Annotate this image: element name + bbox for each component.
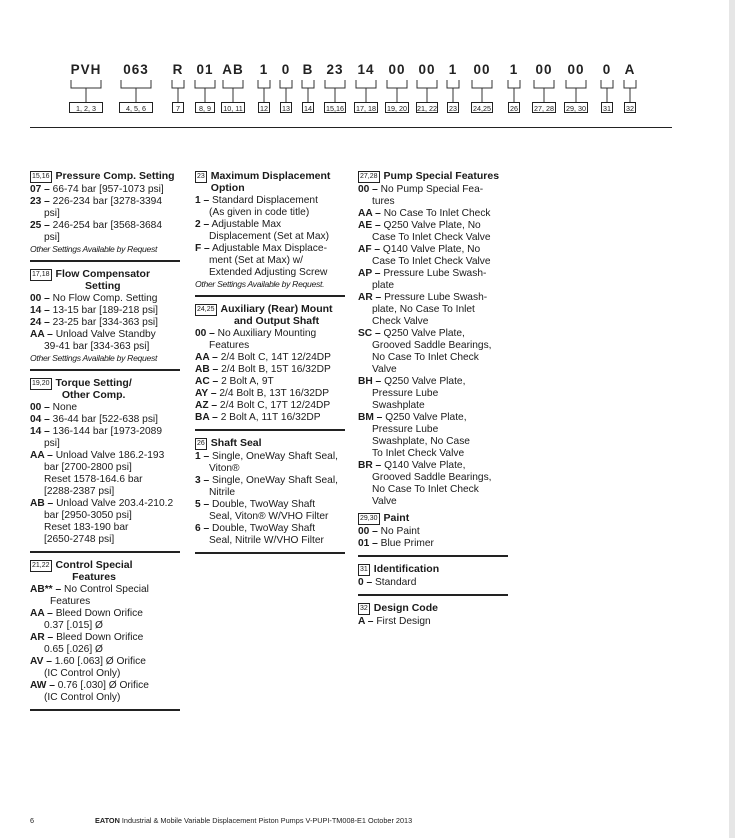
option-description: 136-144 bar [1973-2089 xyxy=(52,426,162,437)
option-description-cont: Swashplate xyxy=(372,400,425,411)
model-code-position-box: 15,16 xyxy=(326,104,344,113)
option-code: 14 – xyxy=(30,305,50,316)
model-code-segment: 1 xyxy=(509,62,519,77)
option-code: AA – xyxy=(30,608,53,619)
option-description-cont: tures xyxy=(372,196,395,207)
option-item xyxy=(358,376,508,412)
option-item xyxy=(195,364,345,376)
option-code: SC – xyxy=(358,328,381,339)
option-description-cont: Viton® xyxy=(209,463,240,474)
option-description-cont: No Case To Inlet Check xyxy=(372,484,479,495)
model-code-segment: B xyxy=(302,62,314,77)
section-identification xyxy=(358,563,508,596)
option-description: Bleed Down Orifice xyxy=(56,632,144,643)
section-flow-compensator xyxy=(30,268,180,371)
option-code: 24 – xyxy=(30,317,50,328)
position-box: 15,16 xyxy=(30,171,52,183)
option-code: F – xyxy=(195,243,210,254)
model-code-position-box: 14 xyxy=(304,104,312,113)
option-description: 23-25 bar [334-363 psi] xyxy=(52,317,159,328)
option-description: No Flow Comp. Setting xyxy=(52,293,158,304)
section-title: Maximum Displacement xyxy=(210,170,331,182)
footer-text xyxy=(95,816,412,825)
model-code-position-box: 4, 5, 6 xyxy=(119,102,153,113)
option-item xyxy=(30,184,180,196)
option-description: Q140 Valve Plate, xyxy=(384,460,466,471)
model-code-position-box: 17, 18 xyxy=(354,102,378,113)
option-description: Standard xyxy=(375,577,417,588)
option-description: 2/4 Bolt B, 13T 16/32DP xyxy=(219,388,330,399)
option-item xyxy=(30,305,180,317)
option-code: A – xyxy=(358,616,374,627)
position-box: 31 xyxy=(358,564,370,576)
option-item xyxy=(195,499,345,523)
option-item xyxy=(195,388,345,400)
option-description-cont: 0.65 [.026] Ø xyxy=(44,644,103,655)
model-code-segment: R xyxy=(172,62,184,77)
option-code: 00 – xyxy=(30,402,50,413)
option-description: Double, TwoWay Shaft xyxy=(212,523,316,534)
option-description: 0.76 [.030] Ø Orifice xyxy=(57,680,149,691)
note: Other Settings Available by Request xyxy=(30,244,158,254)
note: Other Settings Available by Request. xyxy=(195,279,325,289)
option-description: 2/4 Bolt B, 15T 16/32DP xyxy=(221,364,331,375)
section-title: Shaft Seal xyxy=(210,437,262,449)
section-design-code xyxy=(358,602,508,633)
option-code: 00 – xyxy=(30,293,50,304)
model-code-position-box: 24,25 xyxy=(473,104,491,113)
option-description: Bleed Down Orifice xyxy=(55,608,143,619)
option-description-cont: Grooved Saddle Bearings, xyxy=(372,472,492,483)
model-code-segment: 00 xyxy=(567,62,585,77)
option-description-cont: (IC Control Only) xyxy=(44,692,121,703)
section-title-line2: Option xyxy=(210,182,245,194)
option-code: AA – xyxy=(358,208,381,219)
model-code-segment: PVH xyxy=(70,62,102,77)
option-description: No Case To Inlet Check xyxy=(383,208,491,219)
option-description-cont: Reset 1578-164.6 bar xyxy=(44,474,143,485)
option-item xyxy=(30,220,180,244)
model-code-segment: 063 xyxy=(123,62,149,77)
position-box: 21,22 xyxy=(30,560,52,572)
option-description: Double, TwoWay Shaft xyxy=(212,499,316,510)
option-description-cont: Valve xyxy=(372,496,397,507)
option-code: AA – xyxy=(30,329,53,340)
footer-description: Industrial & Mobile Variable Displacement Piston Pumps V-PUPI-TM008-E1 October 2013 xyxy=(121,816,413,825)
model-code-segment: 00 xyxy=(418,62,436,77)
model-code-position-box: 19, 20 xyxy=(385,102,409,113)
model-code-position-box: 12 xyxy=(260,104,268,113)
option-description: Q250 Valve Plate, xyxy=(384,376,466,387)
option-item xyxy=(358,412,508,460)
option-description: 2 Bolt A, 9T xyxy=(221,376,274,387)
option-description-cont: [2288-2387 psi] xyxy=(44,486,115,497)
footer-brand: EATON xyxy=(95,816,120,825)
option-code: 00 – xyxy=(358,526,378,537)
option-item xyxy=(358,244,508,268)
option-item xyxy=(195,400,345,412)
model-code-position-box: 21, 22 xyxy=(417,104,437,113)
option-description: No Pump Special Fea- xyxy=(380,184,484,195)
section-title: Control Special xyxy=(55,559,133,571)
option-description: 226-234 bar [3278-3394 xyxy=(52,196,162,207)
option-code: AA – xyxy=(195,352,218,363)
option-description-cont: Features xyxy=(50,596,91,607)
option-item xyxy=(195,475,345,499)
option-code: BR – xyxy=(358,460,382,471)
option-description: Pressure Lube Swash- xyxy=(384,292,488,303)
position-box: 24,25 xyxy=(195,304,217,316)
position-box: 19,20 xyxy=(30,378,52,390)
option-item xyxy=(195,352,345,364)
option-description-cont: plate, No Case To Inlet xyxy=(372,304,475,315)
option-item xyxy=(30,329,180,353)
option-description-cont: (As given in code title) xyxy=(209,207,310,218)
column-1 xyxy=(30,170,180,717)
option-item xyxy=(358,208,508,220)
model-code-segment: 00 xyxy=(388,62,406,77)
option-item xyxy=(30,584,180,608)
option-item xyxy=(358,577,508,589)
option-description: 2 Bolt A, 11T 16/32DP xyxy=(220,412,321,423)
option-code: AR – xyxy=(358,292,382,303)
section-max-displacement xyxy=(195,170,345,297)
option-description: 2/4 Bolt C, 14T 12/24DP xyxy=(220,352,331,363)
option-code: AY – xyxy=(195,388,217,399)
option-code: 1 – xyxy=(195,195,210,206)
option-description: 1.60 [.063] Ø Orifice xyxy=(54,656,146,667)
option-description-cont: Seal, Nitrile W/VHO Filter xyxy=(209,535,324,546)
option-code: 00 – xyxy=(195,328,215,339)
option-item xyxy=(358,292,508,328)
section-title-line2: Setting xyxy=(84,280,121,292)
model-code-segment: 01 xyxy=(196,62,214,77)
model-code-position-box: 29, 30 xyxy=(564,102,588,113)
section-title: Design Code xyxy=(373,602,438,614)
option-description: 36-44 bar [522-638 psi] xyxy=(52,414,159,425)
section-title: Pressure Comp. Setting xyxy=(55,170,175,182)
option-description: No Paint xyxy=(380,526,420,537)
option-code: BA – xyxy=(195,412,218,423)
model-code-segment: 23 xyxy=(326,62,344,77)
option-code: 00 – xyxy=(358,184,378,195)
option-description-cont: Displacement (Set at Max) xyxy=(209,231,330,242)
option-description: Q250 Valve Plate, No xyxy=(383,220,481,231)
option-description: Pressure Lube Swash- xyxy=(383,268,487,279)
option-description: Q250 Valve Plate, xyxy=(385,412,467,423)
section-title-line2: and Output Shaft xyxy=(233,315,320,327)
option-code: 07 – xyxy=(30,184,50,195)
section-title-line2: Other Comp. xyxy=(61,389,126,401)
model-code-position-box: 10, 11 xyxy=(221,102,245,113)
section-shaft-seal xyxy=(195,437,345,554)
option-code: 5 – xyxy=(195,499,210,510)
option-code: BH – xyxy=(358,376,382,387)
option-description-cont: Pressure Lube xyxy=(372,424,439,435)
section-control-special xyxy=(30,559,180,711)
option-item xyxy=(30,426,180,450)
option-code: AP – xyxy=(358,268,381,279)
option-description: 13-15 bar [189-218 psi] xyxy=(52,305,159,316)
option-item xyxy=(195,412,345,424)
option-description-cont: psi] xyxy=(44,208,60,219)
option-description-cont: 39-41 bar [334-363 psi] xyxy=(44,341,150,352)
option-description-cont: Pressure Lube xyxy=(372,388,439,399)
section-title: Flow Compensator xyxy=(55,268,151,280)
option-item xyxy=(195,243,345,279)
option-code: 04 – xyxy=(30,414,50,425)
option-code: 1 – xyxy=(195,451,210,462)
option-item xyxy=(30,402,180,414)
option-description: Unload Valve 203.4-210.2 xyxy=(56,498,174,509)
section-pressure-comp xyxy=(30,170,180,262)
option-item xyxy=(30,414,180,426)
section-title: Auxiliary (Rear) Mount xyxy=(220,303,333,315)
option-description: None xyxy=(52,402,78,413)
option-code: AC – xyxy=(195,376,219,387)
option-description: Single, OneWay Shaft Seal, xyxy=(212,475,338,486)
model-code-position-box: 32 xyxy=(626,104,634,113)
section-paint xyxy=(358,512,508,557)
model-code-segment: 00 xyxy=(535,62,553,77)
option-description-cont: Case To Inlet Check Valve xyxy=(372,232,491,243)
model-code-segment: 0 xyxy=(281,62,291,77)
model-code-row xyxy=(70,62,640,122)
section-title: Paint xyxy=(383,512,410,524)
option-item xyxy=(30,680,180,704)
model-code-position-box: 8, 9 xyxy=(195,102,215,113)
position-box: 17,18 xyxy=(30,269,52,281)
option-description: Adjustable Max xyxy=(211,219,282,230)
option-description-cont: Reset 183-190 bar xyxy=(44,522,129,533)
option-code: AE – xyxy=(358,220,381,231)
option-description-cont: Valve xyxy=(372,364,397,375)
option-item xyxy=(30,656,180,680)
option-description-cont: psi] xyxy=(44,232,60,243)
option-code: AA – xyxy=(30,450,53,461)
model-code-position-box: 23 xyxy=(449,104,457,113)
position-box: 26 xyxy=(195,438,207,450)
option-code: AR – xyxy=(30,632,54,643)
column-2 xyxy=(195,170,345,560)
option-item xyxy=(195,328,345,352)
option-description-cont: Case To Inlet Check Valve xyxy=(372,256,491,267)
option-code: 25 – xyxy=(30,220,50,231)
option-code: 0 – xyxy=(358,577,373,588)
option-code: AF – xyxy=(358,244,381,255)
option-code: BM – xyxy=(358,412,383,423)
model-code-segment: 14 xyxy=(357,62,375,77)
option-description-cont: 0.37 [.015] Ø xyxy=(44,620,103,631)
option-description: No Auxiliary Mounting xyxy=(217,328,317,339)
model-code-segment: 1 xyxy=(259,62,269,77)
section-auxiliary-mount xyxy=(195,303,345,431)
position-box: 23 xyxy=(195,171,207,183)
option-item xyxy=(358,220,508,244)
option-description-cont: Swashplate, No Case xyxy=(372,436,470,447)
model-code-segment: 1 xyxy=(448,62,458,77)
option-item xyxy=(358,184,508,208)
option-description-cont: Check Valve xyxy=(372,316,429,327)
option-item xyxy=(358,328,508,376)
option-description-cont: bar [2950-3050 psi] xyxy=(44,510,132,521)
section-title-line2: Features xyxy=(72,571,116,583)
option-description: Standard Displacement xyxy=(212,195,318,206)
option-code: AB – xyxy=(195,364,219,375)
option-code: 01 – xyxy=(358,538,378,549)
option-item xyxy=(358,460,508,508)
column-3 xyxy=(358,170,508,639)
option-description-cont: Grooved Saddle Bearings, xyxy=(372,340,492,351)
option-item xyxy=(195,195,345,219)
option-description-cont: Nitrile xyxy=(209,487,236,498)
page-number: 6 xyxy=(30,816,35,825)
position-box: 29,30 xyxy=(358,513,380,525)
option-code: AB** – xyxy=(30,584,62,595)
model-code-position-box: 7 xyxy=(172,102,184,113)
model-code-position-box: 13 xyxy=(282,104,290,113)
option-description-cont: ment (Set at Max) w/ xyxy=(209,255,303,266)
model-code-position-box: 27, 28 xyxy=(532,102,556,113)
model-code-position-box: 1, 2, 3 xyxy=(69,102,103,113)
section-torque-setting xyxy=(30,377,180,553)
option-description: Q250 Valve Plate, xyxy=(383,328,465,339)
option-item xyxy=(30,196,180,220)
model-code-segment: AB xyxy=(222,62,244,77)
option-description-cont: (IC Control Only) xyxy=(44,668,121,679)
option-code: 2 – xyxy=(195,219,210,230)
option-item xyxy=(195,219,345,243)
model-code-segment: A xyxy=(624,62,636,77)
position-box: 27,28 xyxy=(358,171,380,183)
option-code: AW – xyxy=(30,680,55,691)
option-item xyxy=(195,451,345,475)
position-box: 32 xyxy=(358,603,370,615)
option-code: 6 – xyxy=(195,523,210,534)
section-title: Pump Special Features xyxy=(383,170,500,182)
note: Other Settings Available by Request xyxy=(30,353,158,363)
model-code-segment: 00 xyxy=(473,62,491,77)
option-code: 23 – xyxy=(30,196,50,207)
option-description-cont: To Inlet Check Valve xyxy=(372,448,465,459)
option-description: Single, OneWay Shaft Seal, xyxy=(212,451,338,462)
top-rule xyxy=(30,127,672,128)
option-description: Unload Valve Standby xyxy=(55,329,156,340)
option-item xyxy=(358,526,508,538)
option-description: 246-254 bar [3568-3684 xyxy=(52,220,162,231)
option-description-cont: No Case To Inlet Check xyxy=(372,352,479,363)
option-item xyxy=(30,608,180,632)
option-item xyxy=(358,268,508,292)
option-description-cont: psi] xyxy=(44,438,60,449)
option-description-cont: Extended Adjusting Screw xyxy=(209,267,328,278)
option-code: AZ – xyxy=(195,400,218,411)
option-item xyxy=(358,538,508,550)
option-description-cont: [2650-2748 psi] xyxy=(44,534,115,545)
option-item xyxy=(30,498,180,546)
model-code-segment: 0 xyxy=(602,62,612,77)
option-description-cont: bar [2700-2800 psi] xyxy=(44,462,132,473)
option-description-cont: plate xyxy=(372,280,395,291)
model-code-position-box: 31 xyxy=(603,104,611,113)
option-description: Q140 Valve Plate, No xyxy=(382,244,481,255)
option-item xyxy=(195,523,345,547)
option-description: Blue Primer xyxy=(380,538,434,549)
option-description-cont: Features xyxy=(209,340,250,351)
option-code: AB – xyxy=(30,498,54,509)
option-item xyxy=(30,293,180,305)
section-pump-special xyxy=(358,170,508,510)
option-item xyxy=(195,376,345,388)
section-title: Identification xyxy=(373,563,440,575)
option-code: 14 – xyxy=(30,426,50,437)
option-item xyxy=(30,450,180,498)
option-description: No Control Special xyxy=(63,584,149,595)
section-title: Torque Setting/ xyxy=(55,377,132,389)
option-description-cont: Seal, Viton® W/VHO Filter xyxy=(209,511,329,522)
option-item xyxy=(358,616,508,628)
option-description: First Design xyxy=(376,616,431,627)
option-code: AV – xyxy=(30,656,52,667)
option-description: Adjustable Max Displace- xyxy=(212,243,327,254)
option-item xyxy=(30,317,180,329)
option-description: Unload Valve 186.2-193 xyxy=(55,450,165,461)
option-description: 2/4 Bolt C, 17T 12/24DP xyxy=(219,400,331,411)
option-code: 3 – xyxy=(195,475,210,486)
option-description: 66-74 bar [957-1073 psi] xyxy=(52,184,164,195)
option-item xyxy=(30,632,180,656)
model-code-position-box: 26 xyxy=(510,104,518,113)
